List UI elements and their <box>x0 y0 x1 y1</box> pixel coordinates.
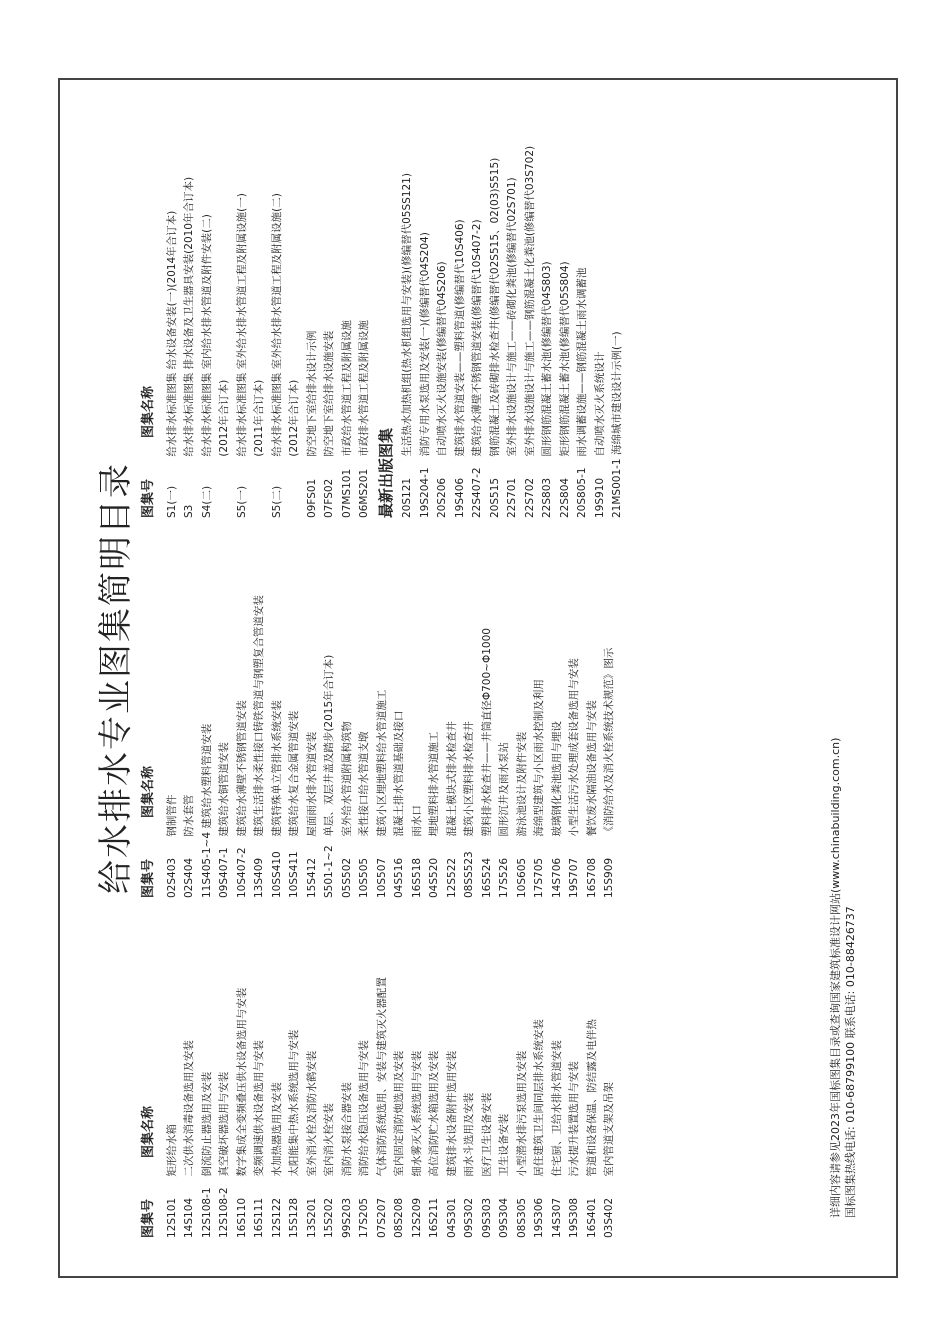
catalog-row: 17S705 海绵型建筑与小区雨水控制及利用 <box>533 679 545 898</box>
catalog-row: 13S201 室外消火栓及消防水鹤安装 <box>305 1050 318 1238</box>
catalog-row: 19S308 污水提升装置选用与安装 <box>568 1061 580 1238</box>
catalog-column-3 <box>140 146 627 518</box>
catalog-row: 22S804 矩形钢筋混凝土蓄水池(修编替代05S804) <box>558 261 571 518</box>
catalog-column-1 <box>140 977 619 1238</box>
catalog-row: 12S108-1 倒流防止器选用及安装 <box>200 1071 213 1238</box>
catalog-row: 16S211 高位消防贮水箱选用及安装 <box>428 1050 440 1238</box>
catalog-row: 10S505 柔性接口给水管道支墩 <box>358 731 370 898</box>
catalog-row: 12S122 水加热器选用及安装 <box>270 1082 283 1238</box>
catalog-row: 14S104 二次供水消毒设备选用及安装 <box>183 1040 195 1238</box>
catalog-row: 12S108-2 真空破坏器选用与安装 <box>218 1071 230 1238</box>
catalog-row: (2011年合订本) <box>253 379 265 460</box>
column-header: 图集号图集名称 <box>141 1105 156 1238</box>
catalog-row: 15S128 太阳能集中热水系统选用与安装 <box>288 1029 300 1238</box>
catalog-row: 08SS523 建筑小区塑料排水检查井 <box>463 721 475 898</box>
catalog-row: 16S518 雨水口 <box>410 805 423 898</box>
catalog-row: 10S507 建筑小区埋地塑料给水管道施工 <box>375 689 388 898</box>
catalog-row: 10SS410 建筑特殊单立管排水系统安装 <box>270 700 283 898</box>
catalog-row: 09S407-1 建筑给水铜管道安装 <box>218 742 230 898</box>
catalog-row: 12S101 矩形给水箱 <box>165 1124 178 1238</box>
catalog-row: 04S516 混凝土排水管道基础及接口 <box>393 710 405 898</box>
catalog-row: 20S805-1 雨水调蓄设施——钢筋混凝土雨水调蓄池 <box>576 267 588 518</box>
catalog-row: 06MS201 市政排水管道工程及附属设施 <box>358 320 370 518</box>
catalog-row: 09FS01 防空地下室给排水设计示例 <box>305 330 318 518</box>
catalog-row: (2012年合订本) <box>218 379 230 460</box>
catalog-row: 10S605 游泳池设计及附件安装 <box>515 731 528 898</box>
footer <box>828 738 858 1218</box>
catalog-row: 04S520 埋地塑料排水管道施工 <box>428 731 440 898</box>
catalog-row: 05S502 室外给水管道附属构筑物 <box>340 721 353 898</box>
catalog-row: S4(二) 给水排水标准图集 室内给水排水管道及附件安装(二) <box>200 214 213 518</box>
catalog-row: 09S304 卫生设备安装 <box>498 1113 510 1238</box>
catalog-row: 20S206 自动喷水灭火设施安装(修编替代04S206) <box>436 261 448 518</box>
catalog-row: 12S209 细水雾灭火系统选用与安装 <box>410 1050 423 1238</box>
catalog-row: 14S706 玻璃钢化粪池选用与埋设 <box>550 721 563 898</box>
catalog-row: (2012年合订本) <box>288 379 300 460</box>
catalog-row: 11S405-1~4 建筑给水塑料管道安装 <box>200 723 213 898</box>
catalog-row: 20S121 生活热水加热机组(热水机组选用与安装)(修编替代05SS121) <box>401 173 413 518</box>
catalog-row: 17S205 消防给水稳压设备选用与安装 <box>358 1040 370 1238</box>
catalog-row: S1(一) 给水排水标准图集 给水设备安装(一)(2014年合订本) <box>165 210 178 518</box>
column-header: 图集号图集名称 <box>141 765 156 898</box>
catalog-row: 08S208 室内固定消防炮选用及安装 <box>393 1050 405 1238</box>
catalog-row: 16S111 变频调速供水设备选用与安装 <box>253 1040 265 1238</box>
footer-line-2: 国标图集热线电话: 010-68799100 联系电话: 010-88426737 <box>844 906 857 1218</box>
catalog-row: 08S305 小型潜水排污泵选用及安装 <box>515 1050 528 1238</box>
column-header: 图集号图集名称 <box>141 385 156 518</box>
catalog-row: 12S522 混凝土模块式排水检查井 <box>445 721 458 898</box>
catalog-row: 15S909 《消防给水及消火栓系统技术规范》图示 <box>603 647 615 898</box>
catalog-row: 19S910 自动喷水灭火系统设计 <box>593 351 606 518</box>
catalog-row: 02S404 防水套管 <box>183 794 195 898</box>
catalog-row: 16S110 数字集成全变频叠压供水设备选用与安装 <box>235 987 248 1238</box>
catalog-row: 04S301 建筑排水设备附件选用安装 <box>445 1050 458 1238</box>
catalog-row: 10SS411 建筑给水复合金属管道安装 <box>288 710 300 898</box>
catalog-row: 09S302 雨水斗选用及安装 <box>463 1092 475 1238</box>
catalog-row: 14S307 住宅厨、卫给水排水管道安装 <box>550 1040 563 1238</box>
catalog-row: 07FS02 防空地下室给排水设施安装 <box>323 330 335 518</box>
catalog-row: S5(二) 给水排水标准图集 室外给水排水管道工程及附属设施(二) <box>270 193 283 518</box>
catalog-row: 03S402 室内管道支架及吊架 <box>603 1082 615 1238</box>
catalog-row: 07MS101 市政给水管道工程及附属设施 <box>340 320 353 518</box>
catalog-column-2 <box>140 595 619 898</box>
catalog-row: 10S407-2 建筑给水薄壁不锈钢管道安装 <box>235 700 248 898</box>
catalog-row: 17S526 圆形沉井及雨水泵站 <box>498 742 510 898</box>
catalog-row: 99S203 消防水泵接合器安装 <box>340 1082 353 1238</box>
catalog-row: 22S702 室外排水设施设计与施工——钢筋混凝土化粪池(修编替代03S702) <box>523 145 536 518</box>
catalog-row: 19S306 居住建筑卫生间同层排水系统安装 <box>533 1019 545 1238</box>
latest-section-title: 最新出版图集 <box>376 427 395 518</box>
catalog-row: 21MS001-1 海绵城市建设设计示例(一) <box>611 331 623 518</box>
catalog-row: 15S412 屋面雨水排水管道安装 <box>305 731 318 898</box>
catalog-row: 19S707 小型生活污水处理成套设备选用与安装 <box>568 658 580 898</box>
catalog-row: 19S204-1 消防专用水泵选用及安装(一)(修编替代04S204) <box>418 232 431 518</box>
catalog-row: 09S303 医疗卫生设备安装 <box>480 1092 493 1238</box>
catalog-row: 22S701 室外排水设施设计与施工——砖砌化粪池(修编替代02S701) <box>506 177 518 518</box>
catalog-row: S3 给水排水标准图集 排水设备及卫生器具安装(2010年合订本) <box>183 176 195 518</box>
catalog-row: 16S708 餐饮废水隔油设备选用与安装 <box>585 700 598 898</box>
catalog-row: 13S409 建筑生活排水柔性接口铸铁管道与钢塑复合管道安装 <box>253 595 265 898</box>
catalog-row: 16S524 塑料排水检查井——井筒直径Φ700~Φ1000 <box>480 628 493 898</box>
catalog-row: 19S406 建筑排水管道安装——塑料管道(修编替代10S406) <box>453 219 466 518</box>
catalog-row: 16S401 管道和设备保温、防结露及电伴热 <box>585 1019 598 1238</box>
catalog-row: 15S202 室内消火栓安装 <box>323 1103 335 1238</box>
page-title: 给水排水专业图集简明目录 <box>96 462 136 894</box>
catalog-row: S5(一) 给水排水标准图集 室外给水排水管道工程及附属设施(一) <box>235 193 248 518</box>
catalog-row: 20S515 钢筋混凝土及砖砌排水检查井(修编替代02S515、02(03)S515) <box>488 157 501 518</box>
catalog-row: 22S803 圆形钢筋混凝土蓄水池(修编替代04S803) <box>541 261 553 518</box>
rotated-page <box>58 78 898 1278</box>
catalog-row: 22S407-2 建筑给水薄壁不锈钢管道安装(修编替代10S407-2) <box>471 219 483 518</box>
catalog-row: 02S403 钢制管件 <box>165 794 178 898</box>
catalog-row: 07S207 气体消防系统选用、安装与建筑灭火器配置 <box>375 977 388 1238</box>
footer-line-1: 详细内容请参见2023年国标图集目录或查询国家建筑标准设计网站(www.chinabuilding.com.cn) <box>829 737 842 1218</box>
catalog-row: S501-1~2 单层、双层井盖及踏步(2015年合订本) <box>323 654 335 898</box>
